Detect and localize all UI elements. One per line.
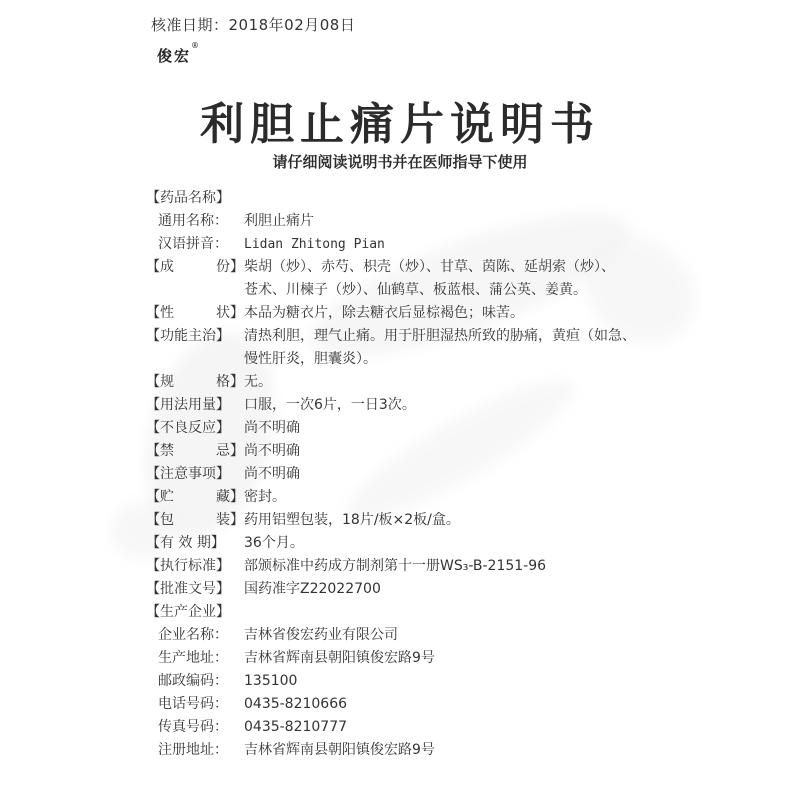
- ingredients-row-cont: 苍术、川楝子（炒）、仙鹤草、板蓝根、蒲公英、姜黄。: [244, 282, 587, 298]
- precautions-row: 【注意事项】 尚不明确: [146, 466, 300, 482]
- registered-mark: ®: [191, 41, 200, 50]
- standard-row: 【执行标准】 部颁标准中药成方制剂第十一册WS₃-B-2151-96: [146, 558, 547, 574]
- validity-row: 【有 效 期】 36个月。: [146, 535, 304, 551]
- fax-row: 传真号码： 0435-8210777: [158, 719, 348, 735]
- insert-body: [146, 187, 706, 762]
- approval-number-row: 【批准文号】 国药准字Z22022700: [146, 581, 381, 597]
- generic-name-row: 通用名称： 利胆止痛片: [158, 213, 314, 229]
- contraindications-row: 【禁 忌】 尚不明确: [146, 443, 300, 459]
- indications-row: 【功能主治】 清热利胆，理气止痛。用于肝胆湿热所致的胁痛，黄疸（如急、: [146, 328, 636, 344]
- phone-row: 电话号码： 0435-8210666: [158, 696, 348, 712]
- postcode-row: 邮政编码： 135100: [158, 673, 298, 689]
- brand-logo: [157, 41, 200, 66]
- document-subtitle: 请仔细阅读说明书并在医师指导下使用: [272, 153, 528, 171]
- document-title: 利胆止痛片说明书: [200, 99, 600, 150]
- manufacturer-heading: 【生产企业】: [146, 604, 230, 620]
- company-row: 企业名称： 吉林省俊宏药业有限公司: [158, 627, 398, 643]
- indications-row-cont: 慢性肝炎，胆囊炎）。: [244, 351, 377, 367]
- package-row: 【包 装】 药用铝塑包装，18片/板×2板/盒。: [146, 512, 460, 528]
- dosage-row: 【用法用量】 口服，一次6片，一日3次。: [146, 397, 416, 413]
- approval-date: 核准日期：2018年02月08日: [151, 16, 356, 34]
- production-address-row: 生产地址： 吉林省辉南县朝阳镇俊宏路9号: [158, 650, 435, 666]
- adverse-reactions-row: 【不良反应】 尚不明确: [146, 420, 300, 436]
- pinyin-row: 汉语拼音： Lidan Zhitong Pian: [158, 236, 385, 252]
- storage-row: 【贮 藏】 密封。: [146, 489, 286, 505]
- appearance-row: 【性 状】 本品为糖衣片，除去糖衣后显棕褐色；味苦。: [146, 305, 524, 321]
- ingredients-row: 【成 份】 柴胡（炒）、赤芍、枳壳（炒）、甘草、茵陈、延胡索（炒）、: [146, 259, 615, 275]
- brand-name: 俊宏: [157, 47, 192, 65]
- specification-row: 【规 格】 无。: [146, 374, 272, 390]
- section-drug-name-heading: 【药品名称】: [146, 190, 230, 206]
- registered-address-row: 注册地址： 吉林省辉南县朝阳镇俊宏路9号: [158, 742, 435, 758]
